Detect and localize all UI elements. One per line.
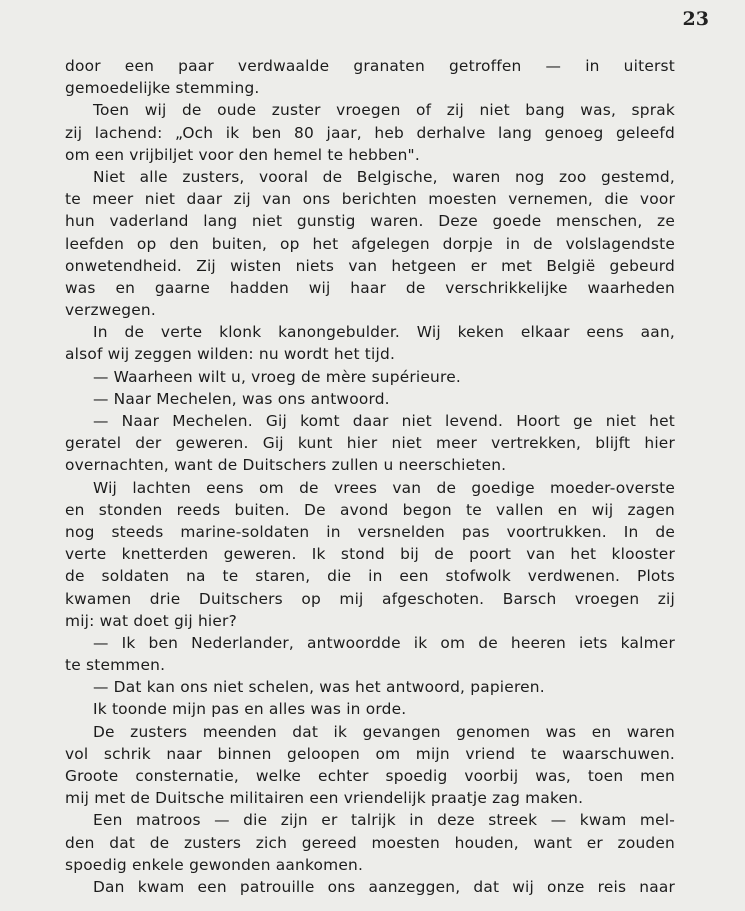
text-line: — Waarheen wilt u, vroeg de mère supérieure. xyxy=(93,367,461,386)
text-line: — Dat kan ons niet schelen, was het antwoord, papieren. xyxy=(93,678,545,697)
text-line: te meer niet daar zij van ons berichten moesten vernemen, die voor xyxy=(65,190,675,209)
text-line: alsof wij zeggen wilden: nu wordt het tijd. xyxy=(65,345,396,364)
text-line: In de verte klonk kanongebulder. Wij keken elkaar eens aan, xyxy=(93,323,675,342)
text-line: overnachten, want de Duitschers zullen u neerschieten. xyxy=(65,456,507,475)
text-line: den dat de zusters zich gereed moesten houden, want er zouden xyxy=(65,833,675,852)
body-text xyxy=(65,55,675,898)
text-line: Dan kwam een patrouille ons aanzeggen, dat wij onze reis naar xyxy=(93,877,675,896)
text-line: en stonden reeds buiten. De avond begon te vallen en wij zagen xyxy=(65,500,675,519)
text-line: was en gaarne hadden wij haar de verschrikkelijke waarheden xyxy=(65,278,675,297)
text-line: Groote consternatie, welke echter spoedig voorbij was, toen men xyxy=(65,767,675,785)
text-line: spoedig enkele gewonden aankomen. xyxy=(65,855,364,874)
text-line: — Naar Mechelen. Gij komt daar niet levend. Hoort ge niet het xyxy=(93,412,675,430)
text-line: Toen wij de oude zuster vroegen of zij niet bang was, sprak xyxy=(93,101,675,120)
text-line: vol schrik naar binnen geloopen om mijn vriend te waarschuwen. xyxy=(65,744,675,763)
text-line: gemoedelijke stemming. xyxy=(65,79,260,98)
text-line: onwetendheid. Zij wisten niets van hetgeen er met België gebeurd xyxy=(65,256,675,275)
text-line: Ik toonde mijn pas en alles was in orde. xyxy=(93,700,407,719)
text-line: De zusters meenden dat ik gevangen genomen was en waren xyxy=(93,722,675,741)
text-line: verte knetterden geweren. Ik stond bij de poort van het klooster xyxy=(65,545,675,564)
text-line: leefden op den buiten, op het afgelegen dorpje in de volslagendste xyxy=(65,234,675,253)
text-line: geratel der geweren. Gij kunt hier niet meer vertrekken, blijft hier xyxy=(65,434,675,453)
text-line: hun vaderland lang niet gunstig waren. Deze goede menschen, ze xyxy=(65,212,675,231)
text-line: — Naar Mechelen, was ons antwoord. xyxy=(93,389,390,408)
text-line: — Ik ben Nederlander, antwoordde ik om de heeren iets kalmer xyxy=(93,633,675,652)
text-line: mij: wat doet gij hier? xyxy=(65,611,237,630)
text-line: Een matroos — die zijn er talrijk in deze streek — kwam mel- xyxy=(93,811,675,830)
text-line: Niet alle zusters, vooral de Belgische, waren nog zoo gestemd, xyxy=(93,167,675,186)
text-line: zij lachend: „Och ik ben 80 jaar, heb derhalve lang genoeg geleefd xyxy=(65,123,675,142)
text-line: door een paar verdwaalde granaten getroffen — in uiterst xyxy=(65,57,675,75)
text-line: mij met de Duitsche militairen een vriendelijk praatje zag maken. xyxy=(65,789,584,808)
text-line: verzwegen. xyxy=(65,301,156,320)
page-number: 23 xyxy=(682,8,709,30)
text-line: om een vrijbiljet voor den hemel te hebben". xyxy=(65,145,420,164)
text-line: kwamen drie Duitschers op mij afgeschoten. Barsch vroegen zij xyxy=(65,589,675,608)
text-line: te stemmen. xyxy=(65,656,166,675)
text-line: Wij lachten eens om de vrees van de goedige moeder-overste xyxy=(93,478,675,497)
text-line: de soldaten na te staren, die in een stofwolk verdwenen. Plots xyxy=(65,567,675,586)
text-line: nog steeds marine-soldaten in versnelden pas voortrukken. In de xyxy=(65,522,675,541)
